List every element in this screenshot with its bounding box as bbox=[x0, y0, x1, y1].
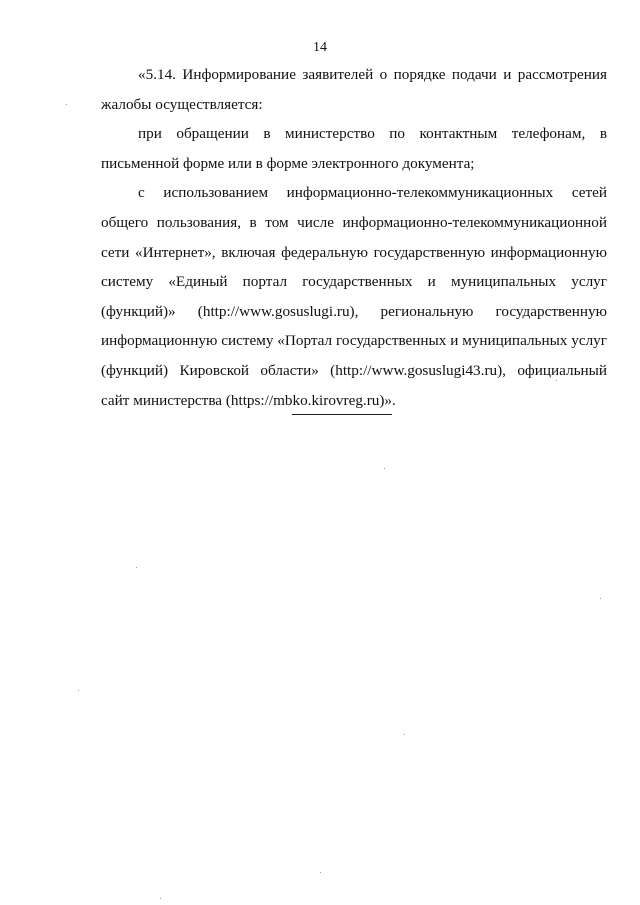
scan-speck bbox=[384, 468, 385, 469]
end-separator-line bbox=[292, 414, 392, 415]
paragraph-contact-methods: при обращении в министерство по контактным телефонам, в письменной форме или в форме электронного документа; bbox=[101, 125, 607, 172]
document-body bbox=[101, 60, 607, 415]
scan-speck bbox=[404, 734, 405, 735]
paragraph-informing-heading: «5.14. Информирование заявителей о порядке подачи и рассмотрения жалобы осуществляется: bbox=[101, 66, 607, 113]
scan-speck bbox=[66, 104, 67, 105]
scan-speck bbox=[320, 872, 321, 873]
scan-speck bbox=[160, 898, 161, 899]
scan-speck bbox=[78, 690, 79, 691]
page-number: 14 bbox=[313, 40, 327, 55]
paragraph-internet-methods: с использованием информационно-телекоммуникационных сетей общего пользования, в том числе информационно-телекоммуникационной сети «Интернет», включая федеральную государственную информационную систему «Единый портал государственных и муниципальных услуг (функций)» (http://www.gosuslugi.ru), региональную государственную информационную систему «Портал государственных и муниципальных услуг (функций) Кировской области» (http://www.gosuslugi43.ru), официальный сайт министерства (https://mbko.kirovreg.ru)». bbox=[101, 184, 607, 409]
scan-speck bbox=[136, 567, 137, 568]
scan-speck bbox=[556, 380, 557, 381]
scan-speck bbox=[600, 598, 601, 599]
